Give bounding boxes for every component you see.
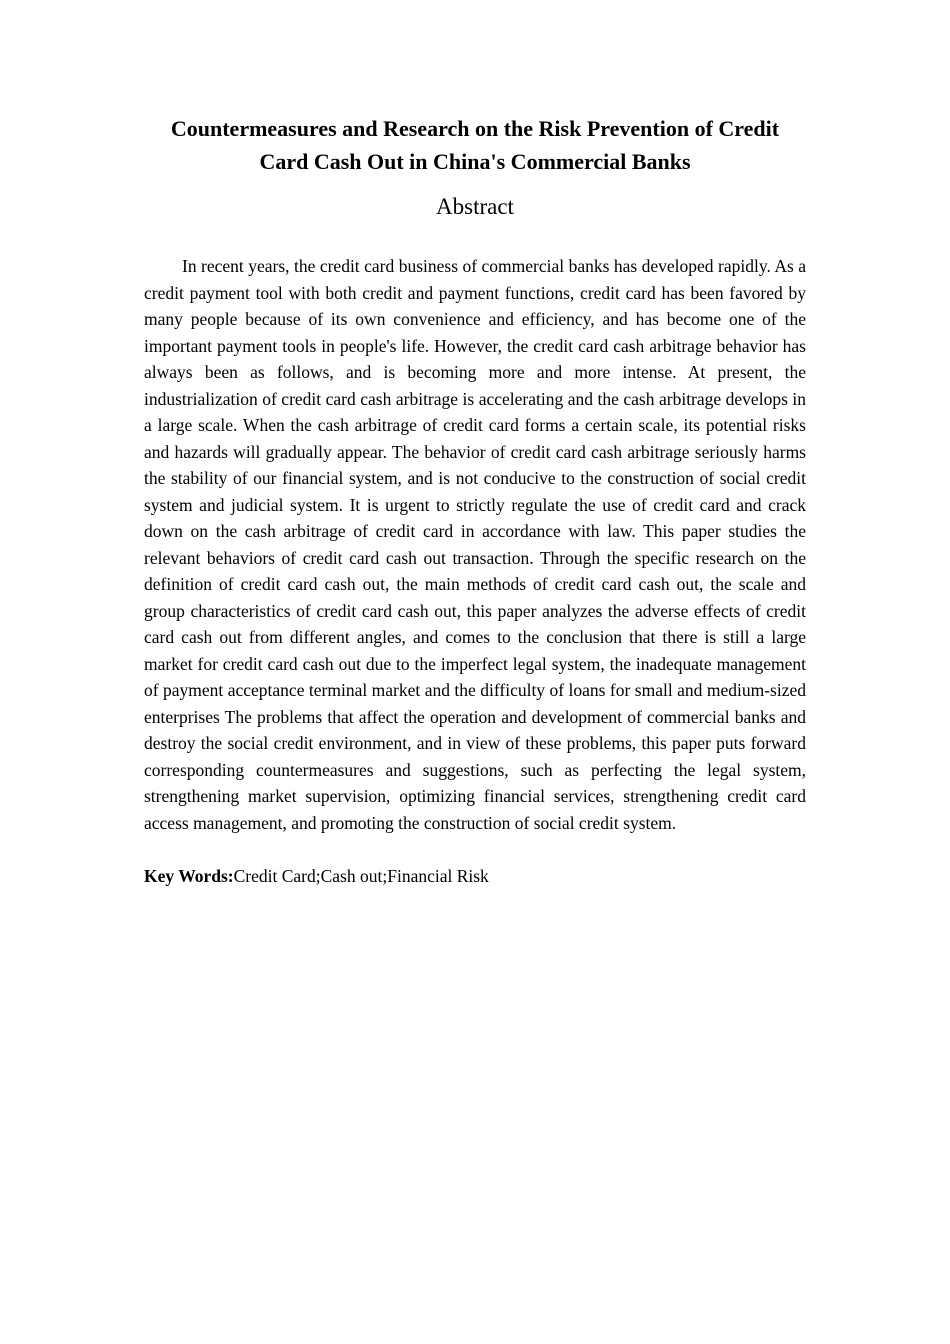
- abstract-heading: Abstract: [436, 194, 514, 219]
- keywords-value: Credit Card;Cash out;Financial Risk: [233, 866, 489, 886]
- abstract-paragraph: In recent years, the credit card business of commercial banks has developed rapidly. As a credit payment tool with both credit and payment functions, credit card has been favored by many people because of its own convenience and efficiency, and has become one of the important payment tools in people's life. However, the credit card cash arbitrage behavior has always been as follows, and is becoming more and more intense. At present, the industrialization of credit card cash arbitrage is accelerating and the cash arbitrage develops in a large scale. When the cash arbitrage of credit card forms a certain scale, its potential risks and hazards will gradually appear. The behavior of credit card cash arbitrage seriously harms the stability of our financial system, and is not conducive to the construction of social credit system and judicial system. It is urgent to strictly regulate the use of credit card and crack down on the cash arbitrage of credit card in accordance with law. This paper studies the relevant behaviors of credit card cash out transaction. Through the specific research on the definition of credit card cash out, the main methods of credit card cash out, the scale and group characteristics of credit card cash out, this paper analyzes the adverse effects of credit card cash out from different angles, and comes to the conclusion that there is still a large market for credit card cash out due to the imperfect legal system, the inadequate management of payment acceptance terminal market and the difficulty of loans for small and medium-sized enterprises The problems that affect the operation and development of commercial banks and destroy the social credit environment, and in view of these problems, this paper puts forward corresponding countermeasures and suggestions, such as perfecting the legal system, strengthening market supervision, optimizing financial services, strengthening credit card access management, and promoting the construction of social credit system.: [144, 256, 806, 833]
- keywords-line: [144, 863, 806, 890]
- keywords-label: Key Words:: [144, 866, 234, 886]
- document-page: [144, 112, 806, 890]
- paper-title: Countermeasures and Research on the Risk Prevention of Credit Card Cash Out in China's Commercial Banks: [170, 116, 780, 174]
